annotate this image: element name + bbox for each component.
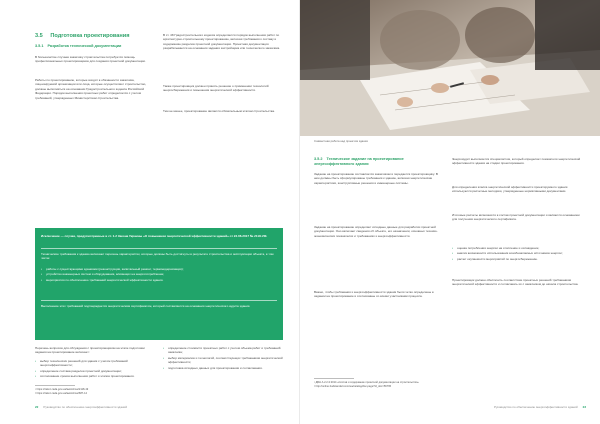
left-page-footer	[35, 405, 127, 409]
left-col2-bottom-list	[163, 346, 283, 371]
list-item: • согласование сроков выполнения работ и этапов проектирования.	[35, 374, 157, 378]
list-item: • расчет окупаемости мероприятий по энергосбережению.	[452, 257, 585, 261]
subsection-number: 3.5.2	[314, 157, 323, 161]
list-item: • выбор материалов и технологий, соответствующих требованиям энергетической эффективности;	[163, 356, 283, 365]
section-number: 3.5	[35, 33, 43, 39]
footnote: ¹ https://zakon.rada.gov.ua/laws/show/2118-19	[35, 388, 89, 391]
section-title: Подготовка проектирования	[50, 33, 130, 39]
list-item: • определение стоимости проектных работ с учетом объема работ и требований заказчика;	[163, 346, 283, 355]
list-item: • подготовка исходных данных для проектирования и согласования.	[163, 366, 283, 370]
right-footnotes	[314, 381, 585, 389]
right-col2-paragraph-2: Для определения класса энергетической эффективности проектируемого здания используются расчетные методики, утвержденные нормативными документами.	[452, 185, 568, 194]
list-item: • определение состава разделов проектной документации;	[35, 369, 157, 373]
subsection-title: Разработка технической документации	[47, 44, 122, 48]
page-number: 22	[35, 405, 39, 409]
subsection-heading	[35, 44, 121, 48]
right-page	[300, 0, 600, 424]
info-box-divider	[41, 300, 277, 301]
right-page-footer	[494, 405, 586, 409]
right-col2-paragraph-3: Итоговые расчеты включаются в состав проектной документации и являются основанием для получения энергетического сертификата.	[452, 213, 580, 222]
list-item: • выбор технических решений для здания с учетом требований энергоэффективности;	[35, 359, 157, 368]
info-box-closing: Выполнение этих требований подтверждается энергетическим сертификатом, который составляется на основании энергетического аудита здания.	[41, 304, 251, 308]
info-box-item: • устройство инженерных систем и оборудования, влияющих на энергопотребление;	[41, 272, 277, 276]
right-col2-list	[452, 246, 585, 262]
subsection-number: 3.5.1	[35, 44, 44, 48]
info-box-lead: Исключение — случаи, предусмотренные в ст. 1.2 Закона Украины «О повышении энергетической эффективности зданий» от 22.06.2017 № 2118-VIII.	[41, 234, 268, 238]
left-col2-paragraph-2: Также проектировщик должен принять решение о применении технологий энергосбережения и повышения энергетической эффективности.	[163, 84, 269, 93]
info-box-text: Технические требования к зданию включают перечень характеристик, которые должны быть достигнуты в результате строительства и эксплуатации объекта, в том числе:	[41, 252, 274, 261]
subsection-title: Техническое задание на проектирование энергоэффективного здания	[314, 157, 404, 166]
footnote-rule	[314, 378, 354, 379]
left-col1-paragraph-1: В большинстве случаев заказчику строительства потребуется помощь профессиональных проектировщиков для создания проектной документации.	[35, 55, 146, 64]
right-col2-paragraph-1: Энергоаудит выполняется специалистом, который определяет показатели энергетической эффективности здания на стадии проектирования.	[452, 157, 581, 166]
left-col1-bottom-list	[35, 359, 157, 380]
running-footer: Руководство по обеспечению энергоэффективности зданий	[43, 405, 127, 409]
running-footer: Руководство по обеспечению энергоэффективности зданий	[494, 405, 578, 409]
left-footnotes	[35, 388, 283, 396]
list-item: • оценка потребления энергии на отопление и охлаждение;	[452, 246, 585, 250]
right-col1-paragraph-2: Задание на проектирование определяет исходные данные для разработки проектной документации. Оно включает сведения об объекте, его назначении, основных технико-экономических показателях и требованиях к энергоэффективности.	[314, 225, 438, 238]
subsection-heading	[314, 157, 440, 167]
info-box-divider	[41, 248, 277, 249]
left-col2-paragraph-1: В ст. 48 Градостроительного кодекса определяется порядок выполнения работ по архитектурно-строительному проектированию, включая требования к составу и содержанию разделов проектной документации. Проектная документация разрабатывается на основании задания застройщика или технического заказчика.	[163, 33, 281, 51]
page-number: 23	[582, 405, 586, 409]
info-box-list	[41, 267, 277, 283]
footnote: ² http://online.budstandart.com/ua/catalog/doc-page?id_doc=56765	[314, 385, 392, 388]
info-box-item: • работы с существующими зданиями (реконструкция, капитальный ремонт, термомодернизация);	[41, 267, 277, 271]
left-col2-paragraph-3: Тем не менее, проектирование является обязательным этапом строительства.	[163, 109, 275, 113]
info-box	[35, 228, 283, 340]
info-box-item: • мероприятия по обеспечению требований энергетической эффективности здания.	[41, 278, 277, 282]
team-photo	[300, 0, 600, 136]
right-col1-paragraph-1: Задание на проектирование составляется заказчиком и передается проектировщику. В нем должны быть сформулированы требования к зданию, включая энергетические характеристики, конструктивные решения и инженерные системы.	[314, 172, 438, 185]
footnote-rule	[35, 385, 75, 386]
left-col1-paragraph-2: Работы по проектированию, которые входят в обязанности заказчика, лицензируемой организации или лица, которые осуществляют строительство, должны выполняться на основании Градостроительного кодекса Российской Федерации. Порядок выполнения проектных работ определяется с учетом требований, утвержденных Министерством строительства.	[35, 78, 147, 100]
footnote: ¹ ДБН А.2.2-3:2014 «Состав и содержание проектной документации на строительство»	[314, 381, 419, 384]
list-item: • анализ возможности использования возобновляемых источников энергии;	[452, 251, 585, 255]
left-col1-bottom-text: Перечень вопросов для обсуждения с проектировщиком на этапе подготовки задания на проектирование включает:	[35, 346, 145, 355]
right-col1-paragraph-3: Важно, чтобы требования к энергоэффективности здания были четко определены в задании на проектирование и согласованы со всеми участниками процесса.	[314, 290, 434, 299]
right-col2-closing: Проектировщик должен обеспечить соответствие проектных решений требованиям энергетической эффективности и согласовать их с заказчиком до начала строительства.	[452, 278, 579, 287]
footnote: ² https://zakon.rada.gov.ua/laws/show/687-14	[35, 392, 87, 395]
section-heading	[35, 33, 129, 39]
photo-caption: Совместная работа над проектом здания	[314, 139, 368, 143]
